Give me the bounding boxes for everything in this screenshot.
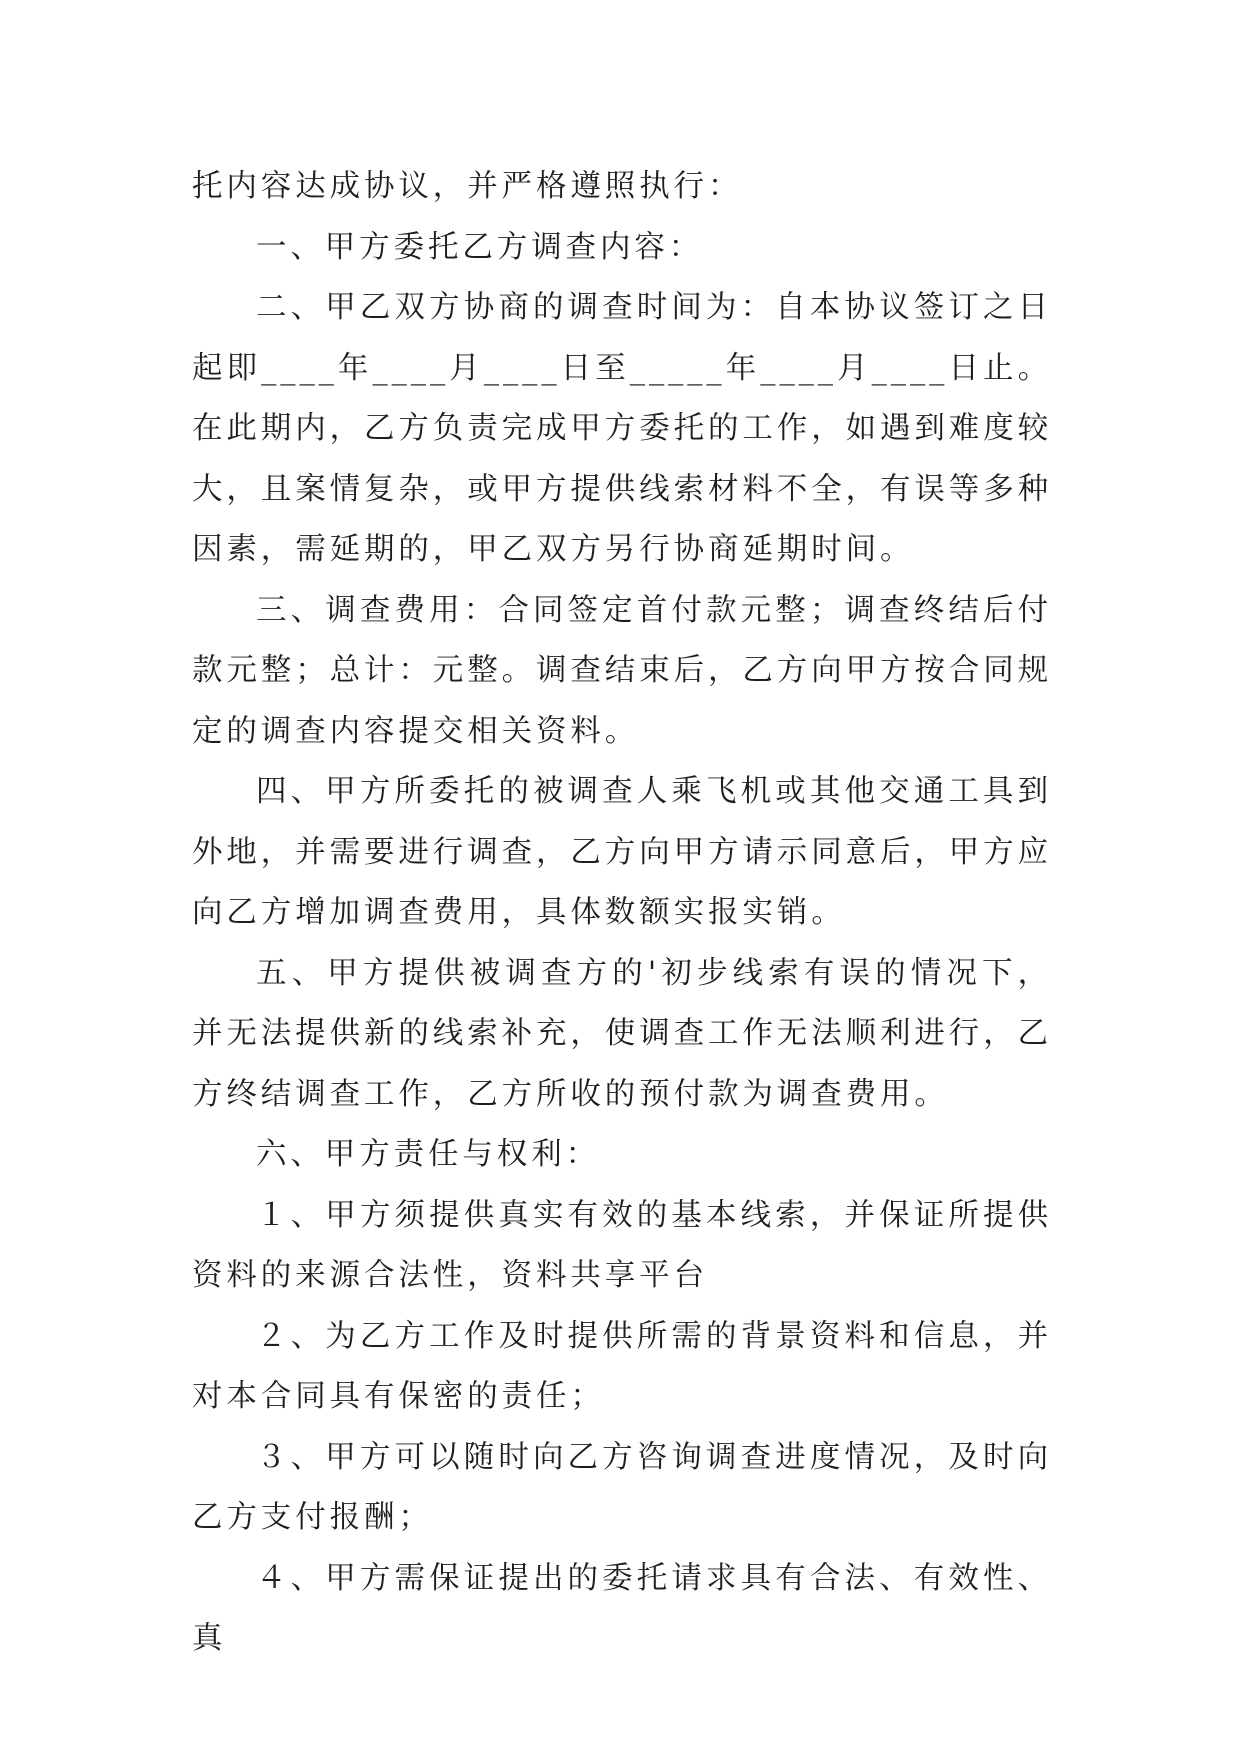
paragraph-clause-2: 二、甲乙双方协商的调查时间为：自本协议签订之日起即____年____月____日至_____年____月____日止。在此期内，乙方负责完成甲方委托的工作，如遇到难度较大，且案情复杂，或甲方提供线索材料不全，有误等多种因素，需延期的，甲乙双方另行协商延期时间。 bbox=[192, 290, 1052, 567]
paragraph-item-3: ３、甲方可以随时向乙方咨询调查进度情况，及时向乙方支付报酬； bbox=[192, 1439, 1052, 1535]
paragraph-item-1: １、甲方须提供真实有效的基本线索，并保证所提供资料的来源合法性，资料共享平台 bbox=[192, 1197, 1052, 1293]
paragraph-clause-1: 一、甲方委托乙方调查内容： bbox=[256, 229, 704, 265]
paragraph-item-4: ４、甲方需保证提出的委托请求具有合法、有效性、真 bbox=[192, 1560, 1052, 1656]
paragraph-continuation: 托内容达成协议，并严格遵照执行： bbox=[192, 169, 743, 204]
paragraph-clause-6: 六、甲方责任与权利： bbox=[256, 1137, 600, 1172]
paragraph-clause-5: 五、甲方提供被调查方的'初步线索有误的情况下，并无法提供新的线索补充，使调查工作无法顺利进行，乙方终结调查工作，乙方所收的预付款为调查费用。 bbox=[192, 955, 1052, 1112]
document-body bbox=[192, 157, 1052, 1670]
paragraph-clause-3: 三、调查费用：合同签定首付款元整；调查终结后付款元整；总计：元整。调查结束后，乙方向甲方按合同规定的调查内容提交相关资料。 bbox=[192, 592, 1052, 749]
paragraph-clause-4: 四、甲方所委托的被调查人乘飞机或其他交通工具到外地，并需要进行调查，乙方向甲方请示同意后，甲方应向乙方增加调查费用，具体数额实报实销。 bbox=[192, 774, 1052, 930]
paragraph-item-2: ２、为乙方工作及时提供所需的背景资料和信息，并对本合同具有保密的责任； bbox=[192, 1318, 1052, 1414]
